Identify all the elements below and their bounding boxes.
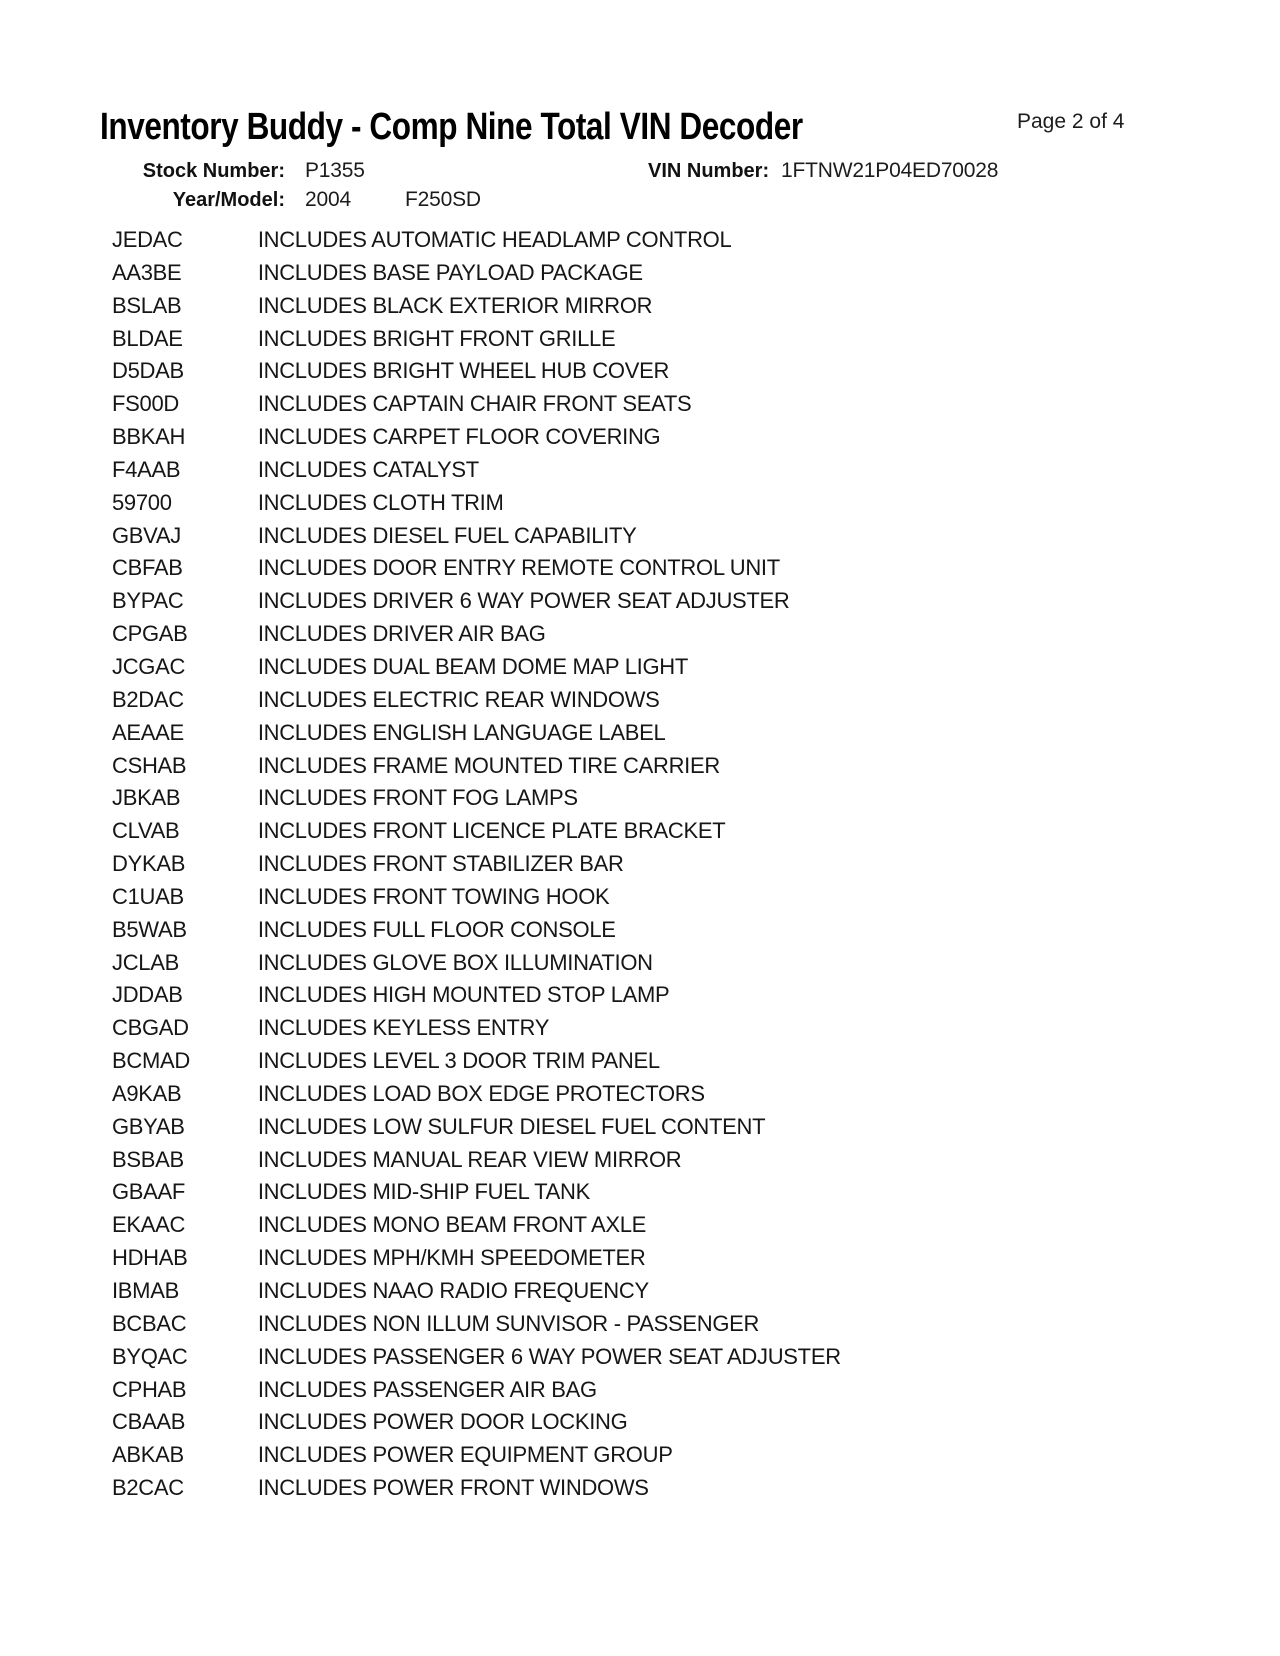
option-description: INCLUDES LOAD BOX EDGE PROTECTORS (257, 1080, 705, 1106)
option-code: DYKAB (112, 851, 186, 877)
option-description: INCLUDES FRONT TOWING HOOK (257, 883, 610, 909)
option-row (112, 355, 1212, 388)
option-description: INCLUDES CATALYST (257, 456, 479, 482)
option-description: INCLUDES LOW SULFUR DIESEL FUEL CONTENT (257, 1113, 766, 1139)
option-row (112, 1242, 1212, 1275)
option-row (112, 618, 1212, 651)
option-row (112, 388, 1212, 421)
option-code: BLDAE (112, 325, 183, 351)
option-code: HDHAB (112, 1245, 188, 1271)
option-description: INCLUDES CAPTAIN CHAIR FRONT SEATS (257, 391, 692, 417)
option-row (112, 979, 1212, 1012)
option-row (112, 1012, 1212, 1045)
option-row (112, 552, 1212, 585)
option-description: INCLUDES NON ILLUM SUNVISOR - PASSENGER (257, 1310, 760, 1336)
option-code: CLVAB (112, 818, 180, 844)
option-row (112, 717, 1212, 750)
option-description: INCLUDES DIESEL FUEL CAPABILITY (257, 522, 637, 548)
option-row (112, 323, 1212, 356)
option-description: INCLUDES BLACK EXTERIOR MIRROR (257, 292, 653, 318)
page-title: Inventory Buddy - Comp Nine Total VIN Decoder (100, 106, 803, 148)
option-code: GBVAJ (112, 522, 182, 548)
option-description: INCLUDES FRONT FOG LAMPS (257, 785, 578, 811)
model-value: F250SD (405, 188, 481, 211)
option-description: INCLUDES AUTOMATIC HEADLAMP CONTROL (257, 227, 732, 252)
option-row (112, 520, 1212, 553)
option-code: JDDAB (112, 982, 183, 1008)
option-description: INCLUDES POWER FRONT WINDOWS (257, 1475, 649, 1501)
option-row (112, 1472, 1212, 1505)
option-code: F4AAB (112, 456, 181, 482)
option-description: INCLUDES POWER EQUIPMENT GROUP (257, 1442, 673, 1468)
option-row (112, 224, 1212, 257)
option-row (112, 585, 1212, 618)
page-indicator: Page 2 of 4 (1017, 110, 1125, 133)
option-code: JCGAC (112, 653, 186, 679)
option-row (112, 1341, 1212, 1374)
option-row (112, 1078, 1212, 1111)
option-description: INCLUDES ENGLISH LANGUAGE LABEL (257, 719, 666, 745)
option-code: FS00D (112, 391, 179, 417)
option-code: BBKAH (112, 424, 186, 450)
stock-number-value: P1355 (305, 159, 365, 182)
option-description: INCLUDES NAAO RADIO FREQUENCY (257, 1278, 649, 1303)
option-description: INCLUDES MONO BEAM FRONT AXLE (257, 1212, 647, 1238)
option-description: INCLUDES DUAL BEAM DOME MAP LIGHT (257, 653, 688, 679)
year-model-label: Year/Model: (172, 189, 285, 211)
option-description: INCLUDES MID-SHIP FUEL TANK (257, 1179, 590, 1205)
option-row (112, 290, 1212, 323)
option-description: INCLUDES CARPET FLOOR COVERING (257, 424, 661, 450)
option-description: INCLUDES MPH/KMH SPEEDOMETER (257, 1245, 646, 1271)
option-code: BCBAC (112, 1310, 187, 1336)
option-row (112, 1045, 1212, 1078)
year-value: 2004 (305, 188, 351, 211)
option-description: INCLUDES LEVEL 3 DOOR TRIM PANEL (257, 1048, 660, 1074)
option-row (112, 1406, 1212, 1439)
option-code: JEDAC (112, 227, 183, 252)
option-code: ABKAB (112, 1442, 184, 1468)
option-code: IBMAB (112, 1278, 179, 1303)
option-description: INCLUDES FRONT LICENCE PLATE BRACKET (257, 818, 726, 844)
option-code: CPGAB (112, 621, 188, 647)
option-row (112, 651, 1212, 684)
option-code: CBAAB (112, 1409, 186, 1435)
option-row (112, 1111, 1212, 1144)
option-row (112, 881, 1212, 914)
option-row (112, 1275, 1212, 1308)
option-code: A9KAB (112, 1080, 182, 1106)
option-row (112, 782, 1212, 815)
option-row (112, 815, 1212, 848)
option-row (112, 1209, 1212, 1242)
option-description: INCLUDES CLOTH TRIM (257, 489, 504, 515)
option-description: INCLUDES FRAME MOUNTED TIRE CARRIER (257, 752, 720, 778)
option-description: INCLUDES BRIGHT WHEEL HUB COVER (257, 358, 670, 384)
option-row (112, 1374, 1212, 1407)
option-description: INCLUDES FRONT STABILIZER BAR (257, 851, 624, 877)
option-code: BYPAC (112, 588, 184, 614)
option-code: B2DAC (112, 686, 184, 712)
option-row (112, 421, 1212, 454)
option-description: INCLUDES GLOVE BOX ILLUMINATION (257, 949, 653, 975)
option-code: AA3BE (112, 259, 182, 285)
option-row (112, 947, 1212, 980)
option-row (112, 848, 1212, 881)
option-description: INCLUDES MANUAL REAR VIEW MIRROR (257, 1146, 682, 1172)
stock-number-label: Stock Number: (142, 160, 285, 182)
option-code: GBYAB (112, 1113, 185, 1139)
option-description: INCLUDES DOOR ENTRY REMOTE CONTROL UNIT (257, 555, 780, 581)
option-code: CSHAB (112, 752, 187, 778)
option-description: INCLUDES HIGH MOUNTED STOP LAMP (257, 982, 670, 1008)
option-row (112, 454, 1212, 487)
option-description: INCLUDES PASSENGER AIR BAG (257, 1376, 597, 1402)
option-code: C1UAB (112, 883, 184, 909)
option-row (112, 750, 1212, 783)
option-code: GBAAF (112, 1179, 186, 1205)
option-description: INCLUDES POWER DOOR LOCKING (257, 1409, 628, 1435)
option-row (112, 1144, 1212, 1177)
option-description: INCLUDES DRIVER 6 WAY POWER SEAT ADJUSTER (257, 588, 790, 614)
option-code: BSBAB (112, 1146, 184, 1172)
option-description: INCLUDES DRIVER AIR BAG (257, 621, 546, 647)
option-code: D5DAB (112, 358, 184, 384)
vin-number-value: 1FTNW21P04ED70028 (781, 159, 999, 182)
option-code: BSLAB (112, 292, 182, 318)
option-code: CBGAD (112, 1015, 189, 1041)
option-code: B5WAB (112, 916, 187, 942)
option-code: 59700 (112, 489, 172, 515)
option-row (112, 1308, 1212, 1341)
option-description: INCLUDES BASE PAYLOAD PACKAGE (257, 259, 643, 285)
option-row (112, 257, 1212, 290)
option-row (112, 684, 1212, 717)
option-description: INCLUDES ELECTRIC REAR WINDOWS (257, 686, 660, 712)
option-description: INCLUDES BRIGHT FRONT GRILLE (257, 325, 616, 351)
option-code: B2CAC (112, 1475, 184, 1501)
vin-number-label: VIN Number: (648, 160, 770, 182)
option-row (112, 914, 1212, 947)
option-code: CBFAB (112, 555, 183, 581)
option-code: JCLAB (112, 949, 179, 975)
option-description: INCLUDES FULL FLOOR CONSOLE (257, 916, 616, 942)
option-code: BYQAC (112, 1343, 188, 1369)
option-row (112, 1439, 1212, 1472)
option-row (112, 1176, 1212, 1209)
option-description: INCLUDES PASSENGER 6 WAY POWER SEAT ADJUSTER (257, 1343, 841, 1369)
option-code: AEAAE (112, 719, 184, 745)
option-code: BCMAD (112, 1048, 190, 1074)
option-row (112, 487, 1212, 520)
option-code: JBKAB (112, 785, 181, 811)
option-description: INCLUDES KEYLESS ENTRY (257, 1015, 550, 1041)
options-list (112, 224, 1212, 1505)
option-code: EKAAC (112, 1212, 186, 1238)
option-code: CPHAB (112, 1376, 187, 1402)
